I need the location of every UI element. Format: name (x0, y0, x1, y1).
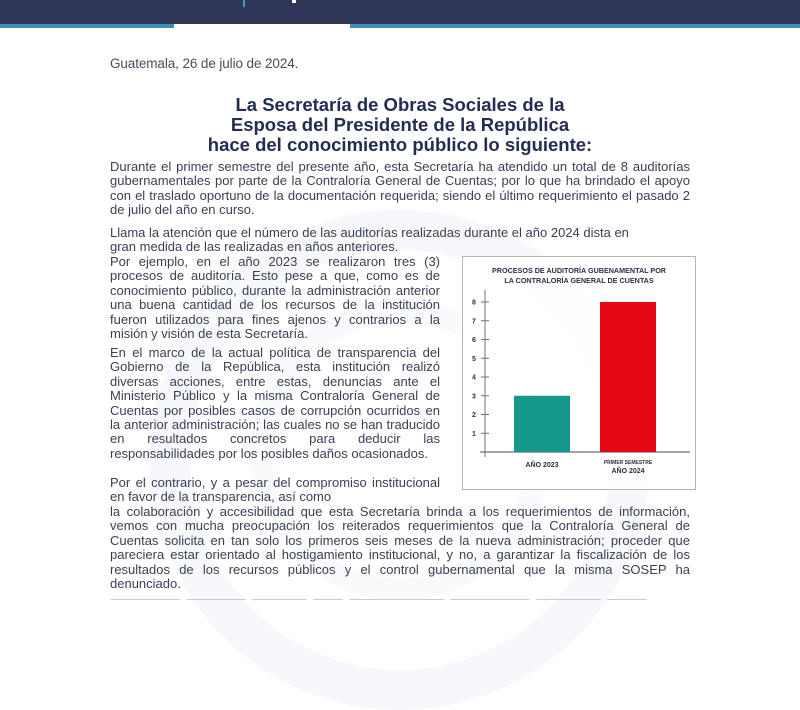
y-tick-label: 7 (472, 318, 476, 326)
bar-a-o-2023 (514, 396, 570, 452)
x-category-sublabel: PRIMER SEMESTRE (603, 460, 653, 466)
header-accent-stripe (0, 24, 174, 28)
chart-title-line: LA CONTRALORÍA GENERAL DE CUENTAS (504, 276, 654, 285)
y-tick-label: 8 (472, 299, 476, 307)
paragraph-concern-continued: la colaboración y accesibilidad que esta Secretaría brinda a los requerimientos de información, vemos con mucha preocupación los reiterados requerimientos que la Contraloría General de Cuentas solicita en tan solo los primeros seis meses de la nueva administración; proceder que pareciera estar orientado al hostigamiento institucional, y no, a garantizar la fiscalización de los resultados de los recursos públicos y el control gubernamental que la misma SOSEP ha denunciado. (110, 504, 690, 592)
paragraph-line: Llama la atención que el número de las auditorías realizadas durante el año 2024 dista en (110, 225, 629, 240)
y-tick-label: 1 (472, 430, 476, 438)
chart-title-line: PROCESOS DE AUDITORÍA GUBENAMENTAL POR (492, 266, 666, 275)
paragraph-audits-total: Durante el primer semestre del presente año, esta Secretaría ha atendido un total de 8 auditorías gubernamentales por parte de la Contraloría General de Cuentas; por lo que ha brindado el apoyo con el traslado oportuno de la documentación requerida; siendo el último requerimiento el pasado 2 de julio del año en curso. (110, 159, 690, 218)
paragraph-transparency-policy: En el marco de la actual política de transparencia del Gobierno de la República, esta institución realizó diversas acciones, entre estas, denuncias ante el Ministerio Público y la misma Contraloría General de Cuentas por posibles casos de corrupción ocurridos en la anterior administración; las cuales no se han traducido en resultados concretos para deducir las responsabilidades por los posibles daños ocasionados. (110, 345, 440, 461)
y-tick-label: 2 (472, 412, 476, 419)
y-tick-label: 5 (472, 355, 476, 363)
header-accent-stripe (350, 24, 800, 28)
paragraph-audits-2023: Por ejemplo, en el año 2023 se realizaron tres (3) procesos de auditoría. Esto pese a que, como es de conocimiento público, durante la administración anterior una buena cantidad de los recursos de la institución fueron utilizados para fines ajenos y contrarios a la misión y visión de esta Secretaría. (110, 254, 440, 342)
y-tick-label: 4 (472, 374, 476, 382)
title-line: hace del conocimiento público lo siguiente: (207, 134, 593, 155)
y-tick-label: 6 (472, 337, 476, 344)
date-line: Guatemala, 26 de julio de 2024. (110, 56, 299, 71)
header-logo-fragment (292, 0, 296, 3)
x-category-label: AÑO 2024 (611, 468, 645, 475)
title-line: La Secretaría de Obras Sociales de la (235, 94, 565, 115)
header-logo-fragment (243, 0, 245, 7)
paragraph-audits-comparison-intro (110, 226, 690, 255)
paragraph-line: gran medida de las realizadas en años anteriores. (110, 239, 399, 255)
paragraph-cut-off (110, 592, 690, 600)
bar-chart (462, 256, 696, 490)
x-category-label: AÑO 2023 (525, 462, 559, 469)
bar-a-o-2024 (600, 302, 656, 452)
header-band (0, 0, 800, 24)
title-line: Esposa del Presidente de la República (230, 114, 570, 135)
y-tick-label: 3 (472, 393, 476, 401)
paragraph-concern-start: Por el contrario, y a pesar del compromiso institucional en favor de la transparencia, así como (110, 475, 440, 505)
page-title (100, 95, 700, 155)
